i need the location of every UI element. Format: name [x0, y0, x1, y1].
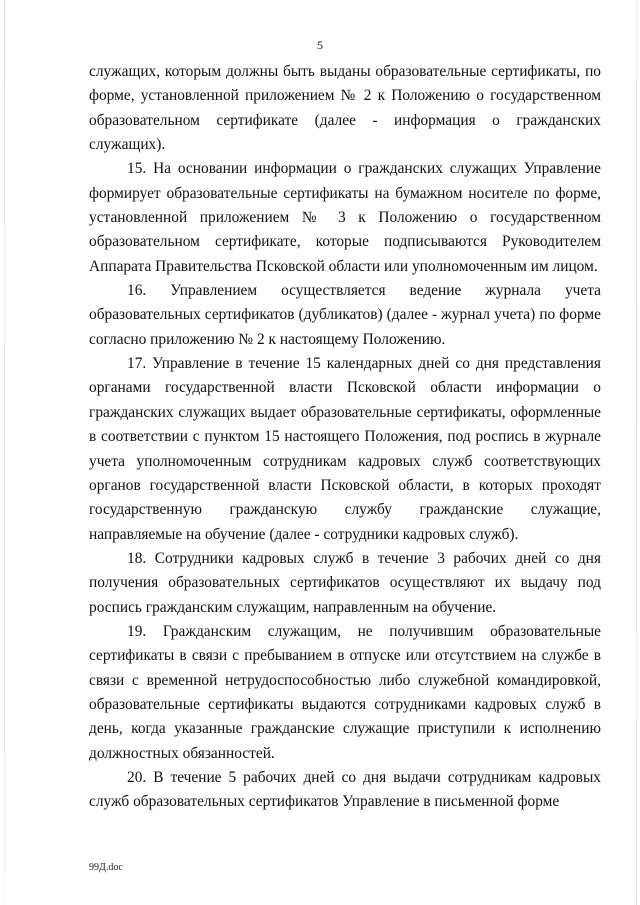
paragraph-17: 17. Управление в течение 15 календарных дней со дня представления органами государственной власти Псковской области информации о гражданских служащих выдает образовательные сертификаты, оформленные в соответствии с пунктом 15 настоящего Положения, под роспись в журнале учета уполномоченным сотрудникам кадровых служб соответствующих органов государственной власти Псковской области, в которых проходят государственную гражданскую службу гражданские служащие, направляемые на обучение (далее - сотрудники кадровых служб).: [89, 355, 601, 543]
paragraph-20: 20. В течение 5 рабочих дней со дня выдачи сотрудникам кадровых служб образовательных сертификатов Управление в письменной форме: [89, 768, 601, 811]
paragraph-19: 19. Гражданским служащим, не получившим образовательные сертификаты в связи с пребыванием в отпуске или отсутствием на службе в связи с временной нетрудоспособностью либо служебной командировкой, образовательные сертификаты выдаются сотрудниками кадровых служб в день, когда указанные гражданские служащие приступили к исполнению должностных обязанностей.: [89, 622, 601, 762]
document-body: [89, 60, 601, 815]
paragraph-18: 18. Сотрудники кадровых служб в течение 3 рабочих дней со дня получения образовательных сертификатов осуществляют их выдачу под роспись гражданским служащим, направленным на обучение.: [89, 549, 601, 616]
footer-filename: 99Д.doc: [89, 862, 123, 873]
page-number: 5: [317, 38, 323, 52]
paragraph-continuation: служащих, которым должны быть выданы образовательные сертификаты, по форме, установленной приложением № 2 к Положению о государственном образовательном сертификате (далее - информация о гражданских служащих).: [89, 63, 601, 154]
paragraph-15: 15. На основании информации о гражданских служащих Управление формирует образовательные сертификаты на бумажном носителе по форме, установленной приложением № 3 к Положению о государственном образовательном сертификате, которые подписываются Руководителем Аппарата Правительства Псковской области или уполномоченным им лицом.: [89, 160, 601, 275]
scan-edge-left: [4, 0, 5, 905]
scan-edge-right: [636, 0, 637, 905]
paragraph-16: 16. Управлением осуществляется ведение журнала учета образовательных сертификатов (дубликатов) (далее - журнал учета) по форме согласно приложению № 2 к настоящему Положению.: [89, 282, 601, 348]
